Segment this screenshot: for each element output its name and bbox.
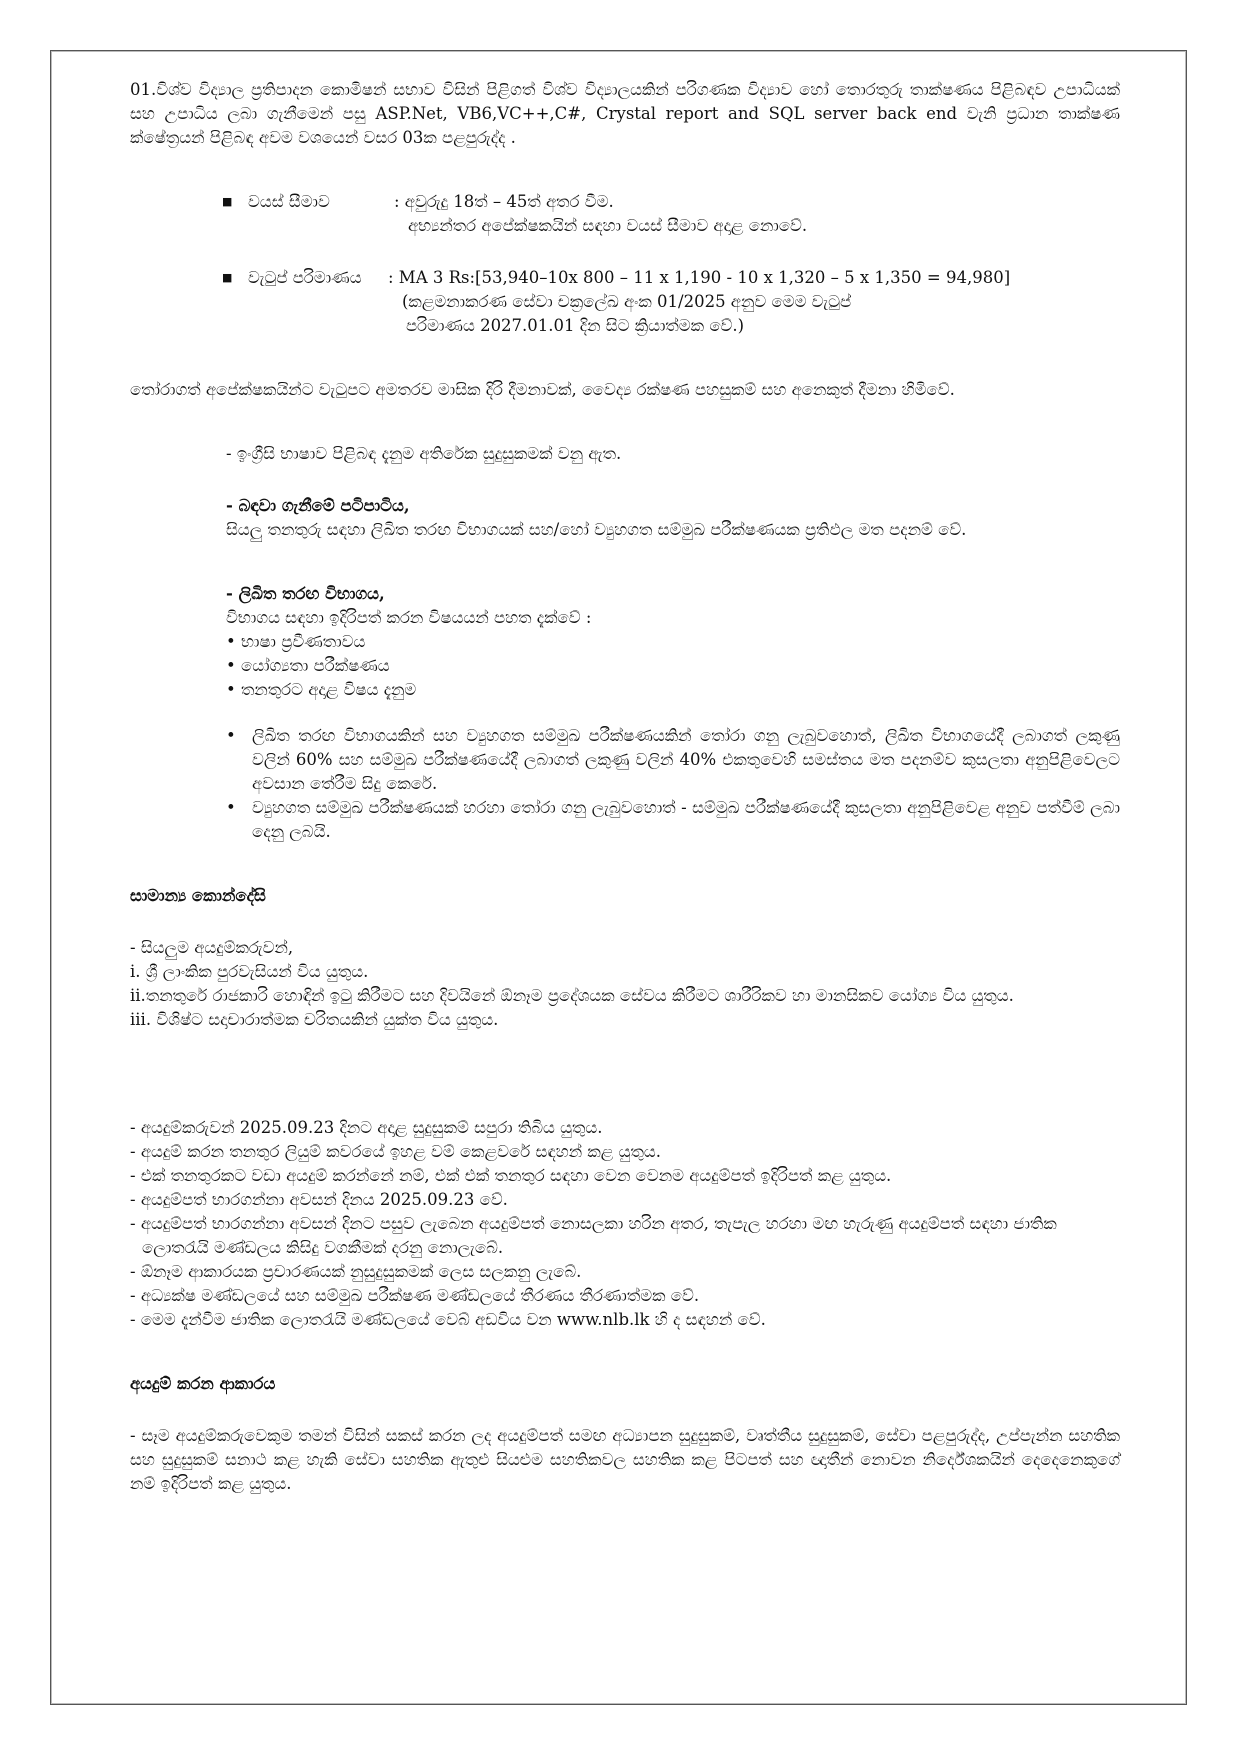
condition-item: i. ශ්‍රී ලාංකික පුරවැසියන් විය යුතුය.: [130, 962, 369, 981]
bullet-icon: •: [226, 798, 236, 817]
salary-value: : MA 3 Rs:[53,940–10x 800 – 11 x 1,190 - 10 x 1,320 – 5 x 1,350 = 94,980]: [388, 268, 1011, 287]
bullet-icon: •: [226, 726, 236, 745]
subject-item: • භාෂා ප්‍රවීණතාවය: [226, 632, 366, 651]
qualification-paragraph: 01.විශ්ව විද්‍යාල ප්‍රතිපාදන කොමිෂන් සභාව විසින් පිළිගත් විශ්ව විද්‍යාලයකින් පරිගණක විද්‍යාව හෝ තොරතුරු තාක්ෂණය පිළිබඳව උපාධියක් සහ උපාධිය ලබා ගැනීමෙන් පසු ASP.Net, VB6,VC++,C#, Crystal report and SQL server back end වැනි ප්‍රධාන තාක්ෂණ ක්ෂේත්‍රයන් පිළිබඳ අවම වශයෙන් වසර 03ක පළපුරුද්ද .: [130, 80, 1120, 147]
age-value: : අවුරුදු 18ත් – 45ත් අතර වීම.: [394, 192, 614, 211]
selection-rule-text: ව්‍යුහගත සම්මුඛ පරීක්ෂණයක් හරහා තෝරා ගනු ලැබුවහොත් - සම්මුඛ පරීක්ෂණයේදී කුසලතා අනුපිළිවෙළ අනුව පත්වීම් ලබා දෙනු ලබයි.: [252, 798, 1120, 841]
age-label: වයස් සීමාව: [248, 192, 330, 211]
condition-item: iii. විශිෂ්ට සදාචාරාත්මක චරිතයකින් යුක්ත විය යුතුය.: [130, 1010, 499, 1029]
subject-item: • යෝග්‍යතා පරීක්ෂණය: [226, 656, 390, 675]
note-item: - එක් තනතුරකට වඩා අයදුම් කරන්නේ නම්, එක් එක් තනතුර සඳහා වෙන වෙනම අයදුම්පත් ඉදිරිපත් කළ යුතුය.: [130, 1166, 892, 1185]
selection-rule: [226, 724, 1120, 796]
how-to-apply-heading: අයදුම් කරන ආකාරය: [130, 1374, 276, 1393]
general-conditions-block: [130, 936, 1120, 1032]
document-body: [130, 78, 1120, 1496]
recruitment-block: [226, 494, 1120, 542]
salary-note-line1: (කළමනාකරණ සේවා චක්‍රලේඛ අංක 01/2025 අනුව මෙම වැටුප්: [402, 292, 852, 311]
subject-item: • තනතුරට අදාළ විෂය දැනුම: [226, 680, 417, 699]
general-conditions-heading: සාමාන්‍ය කොන්දේසි: [130, 886, 266, 905]
selection-rule-text: ලිඛිත තරඟ විභාගයකින් සහ ව්‍යුහගත සම්මුඛ පරීක්ෂණයකින් තෝරා ගනු ලැබුවහොත්, ලිඛිත විභාගයේදී ලබාගත් ලකුණු වලින් 60% සහ සම්මුඛ පරීක්ෂණයේදී ලබාගත් ලකුණු වලින් 40% එකතුවෙහි සමස්තය මත පදනම්ව කුසලතා අනුපිළිවෙලට අවසාන තේරීම සිදු කෙරේ.: [252, 726, 1120, 793]
note-item: - අධ්‍යක්ෂ මණ්ඩලයේ සහ සම්මුඛ පරීක්ෂණ මණ්ඩලයේ තීරණය තීරණාත්මක වේ.: [130, 1286, 700, 1305]
note-item: - අයදුම්පත් භාරගන්නා අවසන් දිනය 2025.09.23 වේ.: [130, 1190, 508, 1209]
english-note: - ඉංග්‍රීසි භාෂාව පිළිබඳ දැනුම අතිරේක සුදුසුකමක් වනු ඇත.: [226, 444, 622, 463]
recruitment-heading: - බඳවා ගැනීමේ පටිපාටිය,: [226, 496, 410, 515]
how-to-apply-text: - සෑම අයදුම්කරුවෙකුම තමන් විසින් සකස් කරන ලද අයදුම්පත් සමඟ අධ්‍යාපන සුදුසුකම්, වෘත්තීය සුදුසුකම්, සේවා පළපුරුද්ද, උප්පැන්න සහතික සහ සුදුසුකම් සනාථ කළ හැකි සේවා සහතික ඇතුළු සියළුම සහතිකවල සහතික කළ පිටපත් සහ ඥාතීන් නොවන නිර්දේශකයින් දෙදෙනෙකුගේ නම් ඉදිරිපත් කළ යුතුය.: [130, 1426, 1120, 1493]
salary-note-line2: පරිමාණය 2027.01.01 දින සිට ක්‍රියාත්මක වේ.): [406, 316, 745, 335]
salary-block: [130, 266, 1120, 338]
note-item: - මෙම දැන්වීම ජාතික ලොතරැයි මණ්ඩලයේ වෙබ් අඩවිය වන www.nlb.lk හි ද සඳහන් වේ.: [130, 1310, 766, 1329]
written-exam-intro: විභාගය සඳහා ඉදිරිපත් කරන විෂයයන් පහත දැක්වේ :: [226, 608, 592, 627]
general-lead: - සියලුම අයදුම්කරුවන්,: [130, 938, 294, 957]
benefits-paragraph: තෝරාගත් අපේක්ෂකයින්ට වැටුපට අමතරව මාසික දිරි දීමනාවක්, වෛද්‍ය රක්ෂණ පහසුකම් සහ අනෙකුත් දීමනා හිමිවේ.: [130, 380, 955, 399]
recruitment-text: සියලු තනතුරු සඳහා ලිඛිත තරඟ විභාගයක් සහ/හෝ ව්‍යුහගත සම්මුඛ පරීක්ෂණයක ප්‍රතිඵල මත පදනම් වේ.: [226, 520, 967, 539]
age-note: අභ්‍යන්තර අපේක්ෂකයින් සඳහා වයස් සීමාව අදාළ නොවේ.: [408, 216, 808, 235]
selection-rule: [226, 796, 1120, 844]
note-item: - අයදුම්පත් භාරගන්නා අවසන් දිනට පසුව ලැබෙන අයදුම්පත් නොසලකා හරින අතර, තැපැල හරහා මඟ හැරුණු අයදුම්පත් සඳහා ජාතික ලොතරැයි මණ්ඩලය කිසිදු වගකීමක් දරනු නොලැබේ.: [130, 1214, 1057, 1257]
notes-list: [130, 1116, 1120, 1332]
note-item: - ඕනෑම ආකාරයක ප්‍රචාරණයක් නුසුදුසුකමක් ලෙස සලකනු ලැබේ.: [130, 1262, 582, 1281]
note-item: - අයදුම් කරන තනතුර ලියුම් කවරයේ ඉහළ වම් කෙළවරේ සඳහන් කළ යුතුය.: [130, 1142, 661, 1161]
written-exam-heading: - ලිඛිත තරඟ විභාගය,: [226, 584, 385, 603]
written-exam-block: [226, 582, 1120, 844]
condition-item: ii.තනතුරේ රාජකාරි හොඳින් ඉටු කිරීමට සහ දිවයිනේ ඕනෑම ප්‍රදේශයක සේවය කිරීමට ශාරීරිකව හා මානසිකව යෝග්‍ය විය යුතුය.: [130, 986, 1014, 1005]
salary-label: වැටුප් පරිමාණය: [248, 268, 362, 287]
note-item: - අයදුම්කරුවන් 2025.09.23 දිනට අදාළ සුදුසුකම් සපුරා තිබිය යුතුය.: [130, 1118, 603, 1137]
square-bullet-icon: ■: [222, 195, 233, 208]
square-bullet-icon: ■: [222, 271, 233, 284]
age-limit-block: [130, 190, 1120, 238]
